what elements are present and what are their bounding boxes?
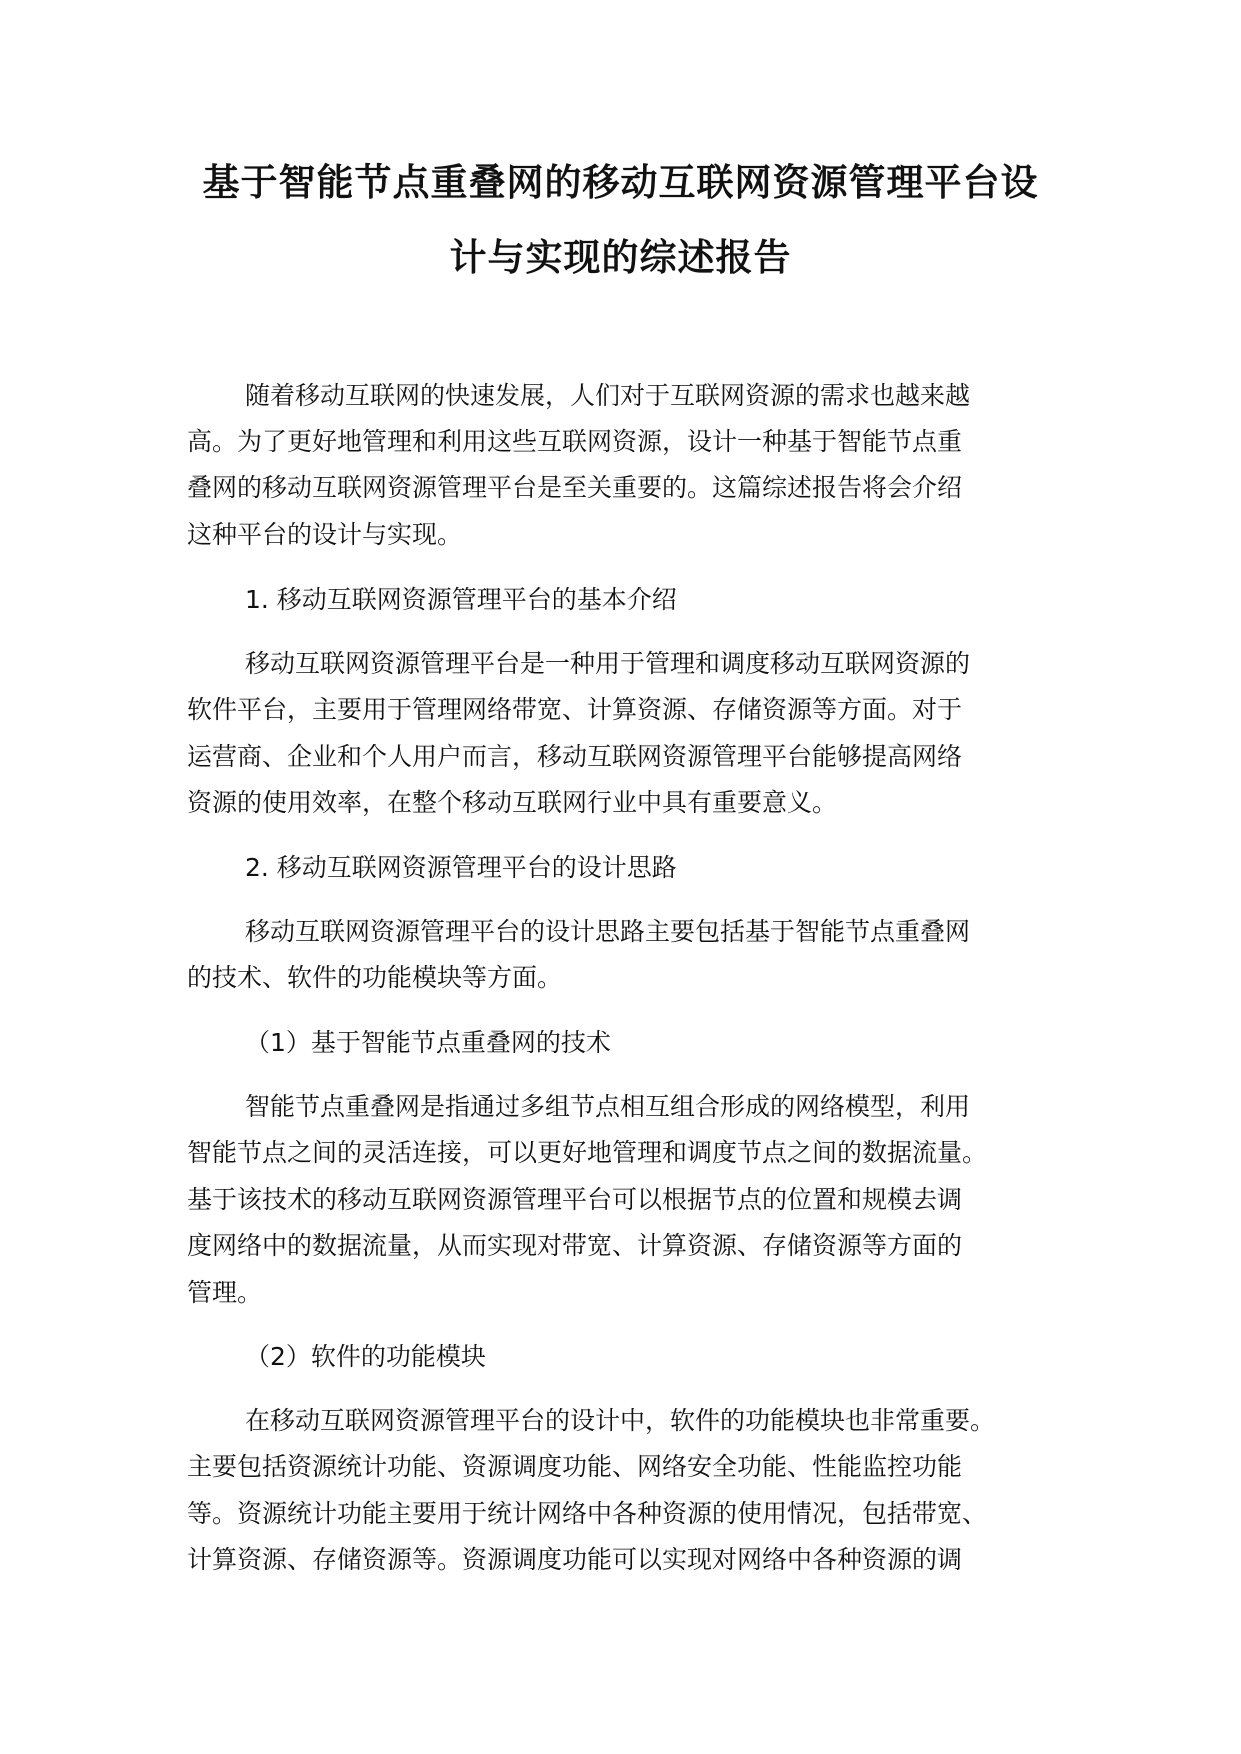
body-line: 的技术、软件的功能模块等方面。: [187, 963, 563, 992]
body-line: 等。资源统计功能主要用于统计网络中各种资源的使用情况，包括带宽、: [187, 1499, 988, 1528]
body-line: 管理。: [187, 1278, 263, 1307]
subsection-heading: （1）基于智能节点重叠网的技术: [245, 1028, 611, 1057]
title-line-2: 计与实现的综述报告: [449, 236, 792, 279]
body-line: 运营商、企业和个人用户而言，移动互联网资源管理平台能够提高网络: [187, 742, 963, 771]
body-line: 基于该技术的移动互联网资源管理平台可以根据节点的位置和规模去调: [187, 1185, 963, 1214]
body-line: 智能节点之间的灵活连接，可以更好地管理和调度节点之间的数据流量。: [187, 1138, 988, 1167]
body-line: 主要包括资源统计功能、资源调度功能、网络安全功能、性能监控功能: [187, 1452, 963, 1481]
body-line: 高。为了更好地管理和利用这些互联网资源，设计一种基于智能节点重: [187, 427, 963, 456]
body-line: 资源的使用效率，在整个移动互联网行业中具有重要意义。: [187, 788, 838, 817]
body-line: 软件平台，主要用于管理网络带宽、计算资源、存储资源等方面。对于: [187, 695, 963, 724]
body-line: 叠网的移动互联网资源管理平台是至关重要的。这篇综述报告将会介绍: [187, 473, 963, 502]
section-heading: 2. 移动互联网资源管理平台的设计思路: [245, 853, 677, 882]
body-line: 移动互联网资源管理平台是一种用于管理和调度移动互联网资源的: [245, 649, 971, 678]
body-line: 移动互联网资源管理平台的设计思路主要包括基于智能节点重叠网: [245, 917, 971, 946]
body-line: 度网络中的数据流量，从而实现对带宽、计算资源、存储资源等方面的: [187, 1231, 963, 1260]
body-line: 这种平台的设计与实现。: [187, 520, 463, 549]
section-heading: 1. 移动互联网资源管理平台的基本介绍: [245, 585, 677, 614]
body-line: 随着移动互联网的快速发展，人们对于互联网资源的需求也越来越: [245, 381, 971, 410]
title-line-1: 基于智能节点重叠网的移动互联网资源管理平台设: [202, 161, 1039, 204]
body-line: 智能节点重叠网是指通过多组节点相互组合形成的网络模型，利用: [245, 1092, 971, 1121]
subsection-heading: （2）软件的功能模块: [245, 1342, 486, 1371]
body-line: 计算资源、存储资源等。资源调度功能可以实现对网络中各种资源的调: [187, 1545, 963, 1574]
body-line: 在移动互联网资源管理平台的设计中，软件的功能模块也非常重要。: [245, 1406, 996, 1435]
